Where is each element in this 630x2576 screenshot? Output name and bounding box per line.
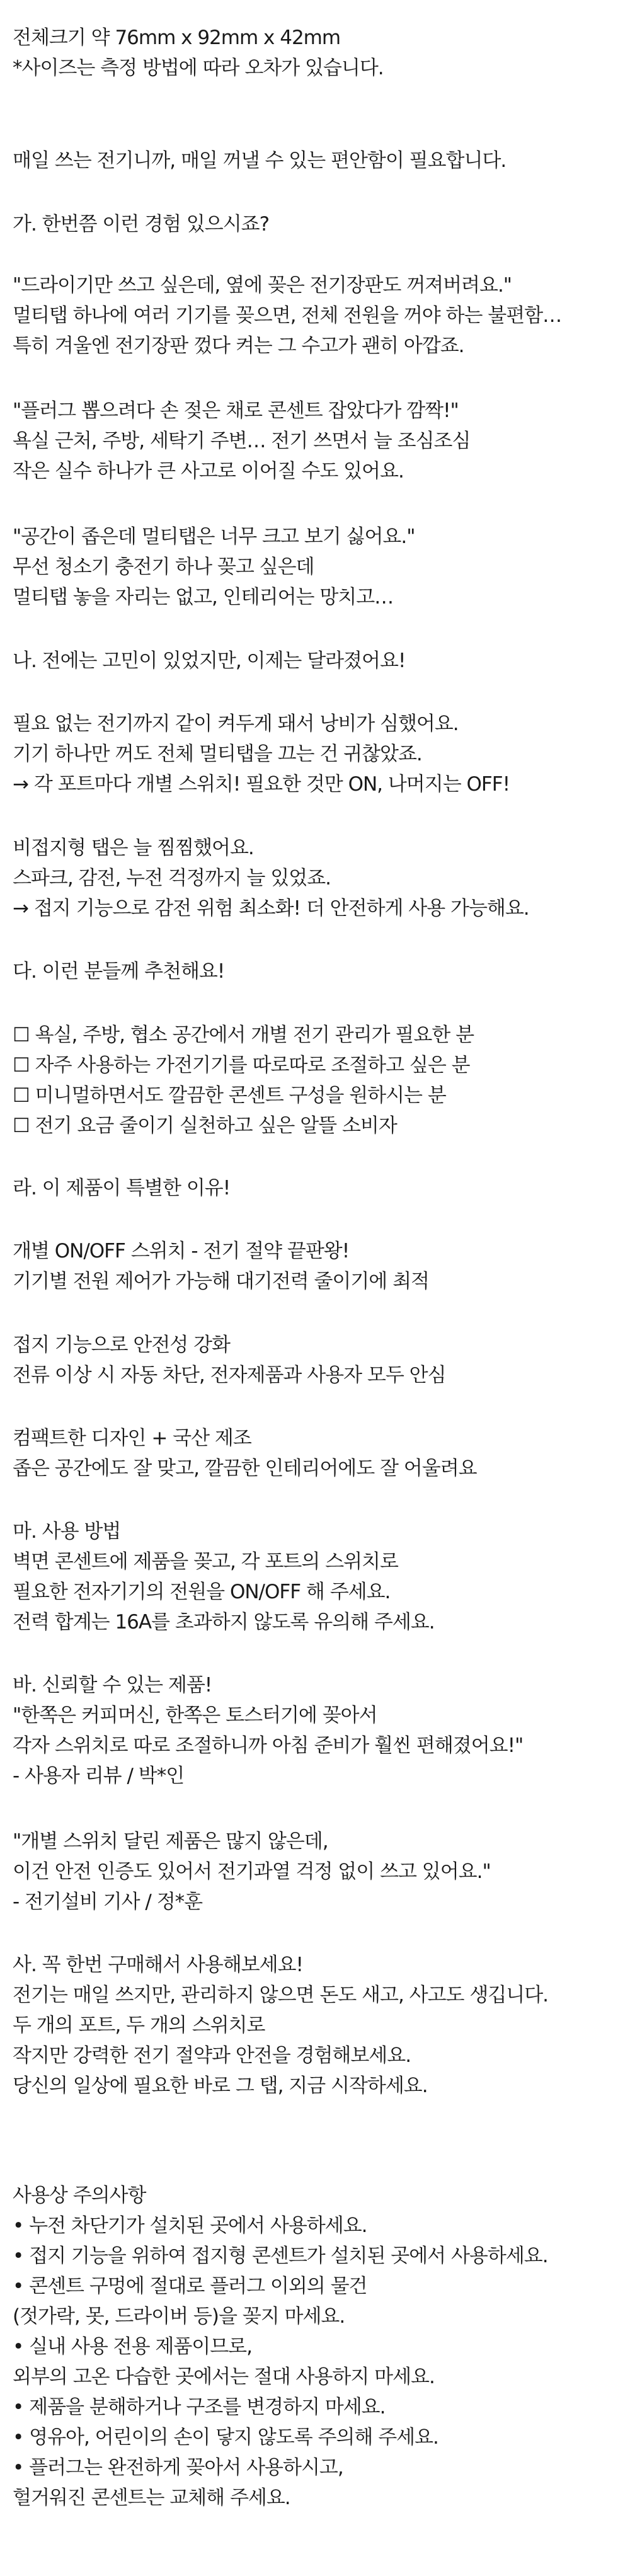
section-ra-feature-3 [13, 1423, 617, 1484]
text-line: 가. 한번쯤 이런 경험 있으시죠? [13, 213, 270, 236]
section-ga-case-2 [13, 396, 617, 486]
text-line: • 영유아, 어린이의 손이 닿지 않도록 주의해 주세요. [13, 2426, 438, 2449]
text-line: • 제품을 분해하거나 구조를 변경하지 마세요. [13, 2396, 386, 2419]
text-line: 비접지형 탭은 늘 찜찜했어요. [13, 837, 254, 859]
text-line: 이건 안전 인증도 있어서 전기과열 걱정 없이 쓰고 있어요." [13, 1860, 491, 1883]
text-line: 좁은 공간에도 잘 맞고, 깔끔한 인테리어에도 잘 어울려요 [13, 1457, 477, 1480]
text-line: • 실내 사용 전용 제품이므로, [13, 2335, 252, 2358]
text-line: 벽면 콘센트에 제품을 꽂고, 각 포트의 스위치로 [13, 1550, 398, 1573]
text-line: 사용상 주의사항 [13, 2184, 146, 2207]
spec-section [13, 23, 617, 83]
text-line: 멀티탭 놓을 자리는 없고, 인테리어는 망치고… [13, 586, 394, 609]
text-line: - 사용자 리뷰 / 박*인 [13, 1765, 185, 1787]
text-line: 전기는 매일 쓰지만, 관리하지 않으면 돈도 새고, 사고도 생깁니다. [13, 1984, 548, 2006]
section-sa-recommend [13, 1950, 617, 2101]
text-line: 필요한 전자기기의 전원을 ON/OFF 해 주세요. [13, 1581, 391, 1603]
section-da-checklist [13, 1020, 617, 1141]
section-ga-case-3 [13, 522, 617, 612]
text-line: 스파크, 감전, 누전 걱정까지 늘 있었죠. [13, 867, 331, 890]
text-line: 욕실 근처, 주방, 세탁기 주변… 전기 쓰면서 늘 조심조심 [13, 430, 471, 452]
text-line: 작은 실수 하나가 큰 사고로 이어질 수도 있어요. [13, 460, 404, 483]
text-line: 당신의 일상에 필요한 바로 그 탭, 지금 시작하세요. [13, 2075, 428, 2097]
text-line: "플러그 뽑으려다 손 젖은 채로 콘센트 잡았다가 깜짝!" [13, 399, 459, 422]
section-da-heading [13, 956, 617, 987]
section-na-point-1 [13, 709, 617, 799]
text-line: 개별 ON/OFF 스위치 - 전기 절약 끝판왕! [13, 1240, 350, 1262]
text-line: "개별 스위치 달린 제품은 많지 않은데, [13, 1830, 328, 1853]
text-line: - 전기설비 기사 / 정*훈 [13, 1891, 203, 1913]
text-line: ☐ 미니멀하면서도 깔끔한 콘센트 구성을 원하시는 분 [13, 1084, 446, 1107]
text-line: 전류 이상 시 자동 차단, 전자제품과 사용자 모두 안심 [13, 1364, 446, 1387]
text-line: 외부의 고온 다습한 곳에서는 절대 사용하지 마세요. [13, 2366, 435, 2388]
text-line: 헐거워진 콘센트는 교체해 주세요. [13, 2487, 290, 2509]
text-line: "드라이기만 쓰고 싶은데, 옆에 꽂은 전기장판도 꺼져버려요." [13, 274, 512, 297]
text-line: → 각 포트마다 개별 스위치! 필요한 것만 ON, 나머지는 OFF! [13, 773, 510, 796]
intro-section [13, 146, 617, 176]
text-line: 무선 청소기 충전기 하나 꽂고 싶은데 [13, 556, 314, 578]
text-line: *사이즈는 측정 방법에 따라 오차가 있습니다. [13, 57, 384, 79]
text-line: 작지만 강력한 전기 절약과 안전을 경험해보세요. [13, 2044, 411, 2067]
text-line: 다. 이런 분들께 추천해요! [13, 960, 225, 983]
section-ra-feature-1 [13, 1236, 617, 1297]
text-line: 기기 하나만 꺼도 전체 멀티탭을 끄는 건 귀찮았죠. [13, 743, 422, 765]
section-ra-heading [13, 1173, 617, 1203]
caution-section [13, 2180, 617, 2513]
section-ga-heading [13, 209, 617, 239]
section-ba-review-1 [13, 1670, 617, 1791]
text-line: ☐ 자주 사용하는 가전기기를 따로따로 조절하고 싶은 분 [13, 1054, 470, 1077]
text-line: 접지 기능으로 안전성 강화 [13, 1334, 230, 1356]
text-line: 각자 스위치로 따로 조절하니까 아침 준비가 훨씬 편해졌어요!" [13, 1734, 524, 1757]
text-line: 매일 쓰는 전기니까, 매일 꺼낼 수 있는 편안함이 필요합니다. [13, 149, 507, 172]
text-line: 사. 꼭 한번 구매해서 사용해보세요! [13, 1954, 303, 1976]
text-line: • 누전 차단기가 설치된 곳에서 사용하세요. [13, 2214, 367, 2237]
section-na-point-2 [13, 833, 617, 924]
text-line: • 콘센트 구멍에 절대로 플러그 이외의 물건 [13, 2275, 367, 2298]
section-ra-feature-2 [13, 1330, 617, 1390]
text-line: 기기별 전원 제어가 가능해 대기전력 줄이기에 최적 [13, 1270, 429, 1293]
section-ma-usage [13, 1516, 617, 1637]
section-ga-case-1 [13, 270, 617, 361]
text-line: 전체크기 약 76mm x 92mm x 42mm [13, 26, 341, 49]
text-line: 바. 신뢰할 수 있는 제품! [13, 1674, 212, 1697]
text-line: 나. 전에는 고민이 있었지만, 이제는 달라졌어요! [13, 650, 406, 672]
text-line: 마. 사용 방법 [13, 1520, 121, 1543]
text-line: 멀티탭 하나에 여러 기기를 꽂으면, 전체 전원을 꺼야 하는 불편함… [13, 304, 562, 327]
section-ba-review-2 [13, 1826, 617, 1917]
text-line: 필요 없는 전기까지 같이 켜두게 돼서 낭비가 심했어요. [13, 713, 459, 735]
text-line: ☐ 전기 요금 줄이기 실천하고 싶은 알뜰 소비자 [13, 1114, 397, 1137]
text-line: → 접지 기능으로 감전 위험 최소화! 더 안전하게 사용 가능해요. [13, 897, 529, 920]
text-line: • 접지 기능을 위하여 접지형 콘센트가 설치된 곳에서 사용하세요. [13, 2245, 548, 2267]
text-line: • 플러그는 완전하게 꽂아서 사용하시고, [13, 2456, 343, 2479]
text-line: 전력 합계는 16A를 초과하지 않도록 유의해 주세요. [13, 1611, 435, 1634]
text-line: ☐ 욕실, 주방, 협소 공간에서 개별 전기 관리가 필요한 분 [13, 1024, 474, 1046]
text-line: (젓가락, 못, 드라이버 등)을 꽂지 마세요. [13, 2305, 345, 2328]
text-line: 특히 겨울엔 전기장판 껐다 켜는 그 수고가 괜히 아깝죠. [13, 335, 464, 357]
text-line: "한쪽은 커피머신, 한쪽은 토스터기에 꽂아서 [13, 1704, 377, 1727]
text-line: "공간이 좁은데 멀티탭은 너무 크고 보기 싫어요." [13, 525, 415, 548]
text-line: 컴팩트한 디자인 + 국산 제조 [13, 1427, 251, 1450]
section-na-heading [13, 646, 617, 676]
text-line: 두 개의 포트, 두 개의 스위치로 [13, 2014, 265, 2037]
text-line: 라. 이 제품이 특별한 이유! [13, 1177, 231, 1199]
